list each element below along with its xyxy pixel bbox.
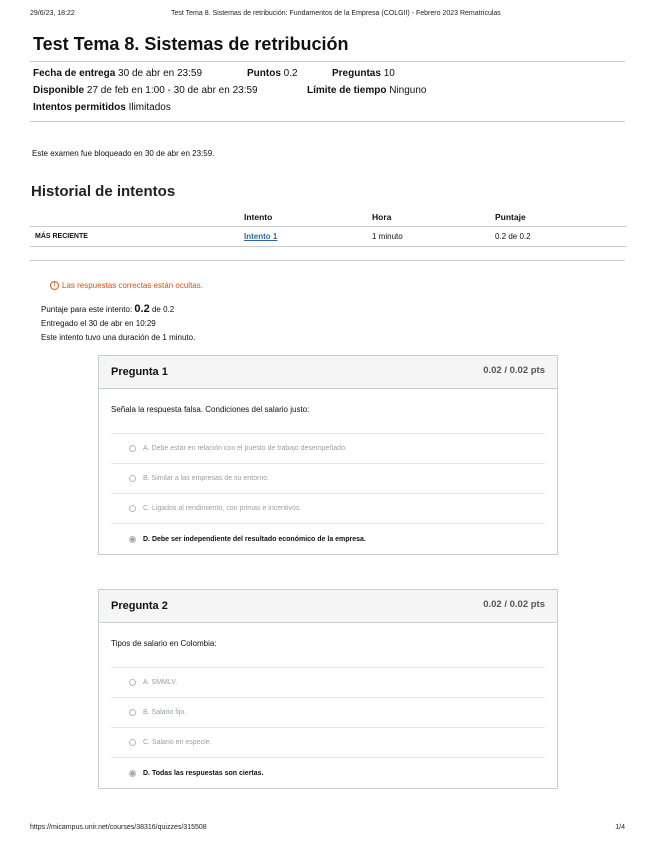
quiz-details-row-2 (33, 84, 427, 98)
answer-label: D. Debe ser independiente del resultado económico de la empresa. (143, 535, 366, 543)
divider (30, 121, 625, 122)
answer-option[interactable] (111, 728, 545, 758)
question-card (98, 355, 558, 555)
question-title: Pregunta 1 (111, 366, 168, 378)
question-header (99, 356, 557, 389)
radio-icon[interactable] (129, 679, 136, 686)
score-value: 0.2 (134, 303, 150, 315)
attempts-label: Intentos permitidos (33, 102, 126, 113)
due-label: Fecha de entrega (33, 68, 116, 79)
question-title: Pregunta 2 (111, 600, 168, 612)
answer-option[interactable] (111, 698, 545, 728)
history-title: Historial de intentos (31, 183, 176, 200)
column-header: Hora (372, 209, 495, 226)
quiz-details-row-3 (33, 101, 171, 115)
questions-label: Preguntas (332, 68, 381, 79)
question-text: Señala la respuesta falsa. Condiciones del salario justo: (111, 389, 545, 434)
radio-selected-icon[interactable] (129, 536, 136, 543)
answer-option[interactable] (111, 434, 545, 464)
available-label: Disponible (33, 85, 85, 96)
quiz-details-row-1 (33, 67, 395, 81)
page-number: 1/4 (615, 824, 625, 831)
time-limit-label: Límite de tiempo (307, 85, 387, 96)
radio-icon[interactable] (129, 709, 136, 716)
due-value: 30 de abr en 23:59 (118, 68, 203, 79)
time-limit-value: Ninguno (389, 85, 427, 96)
radio-icon[interactable] (129, 505, 136, 512)
column-header (30, 209, 244, 226)
score-line (41, 302, 195, 317)
answer-label: D. Todas las respuestas son ciertas. (143, 769, 264, 777)
question-card (98, 589, 558, 789)
score-suffix: de 0.2 (151, 305, 175, 314)
duration-line: Este intento tuvo una duración de 1 minuto. (41, 333, 196, 342)
hidden-answers-text: Las respuestas correctas están ocultas. (62, 281, 203, 290)
table-row (30, 226, 627, 246)
attempt-link[interactable]: Intento 1 (244, 231, 278, 241)
page-url: https://micampus.unir.net/courses/38316/quizzes/315508 (30, 824, 207, 831)
radio-icon[interactable] (129, 445, 136, 452)
question-text: Tipos de salario en Colombia: (111, 623, 545, 668)
question-points: 0.02 / 0.02 pts (483, 365, 545, 376)
question-points: 0.02 / 0.02 pts (483, 599, 545, 610)
warning-icon: ! (50, 281, 59, 290)
available-value: 27 de feb en 1:00 - 30 de abr en 23:59 (86, 85, 258, 96)
answer-label: A. Debe estar en relación con el puesto de trabajo desempeñado. (143, 445, 347, 452)
latest-label: MÁS RECIENTE (30, 226, 244, 246)
answer-option[interactable] (111, 494, 545, 524)
locked-message: Este examen fue bloqueado en 30 de abr en 23:59. (32, 149, 215, 158)
answer-option[interactable] (111, 668, 545, 698)
radio-icon[interactable] (129, 475, 136, 482)
points-value: 0.2 (283, 68, 298, 79)
answer-option-selected[interactable] (111, 758, 545, 788)
answer-option[interactable] (111, 464, 545, 494)
radio-selected-icon[interactable] (129, 770, 136, 777)
divider (30, 260, 625, 261)
print-footer (30, 824, 625, 831)
attempts-value: Ilimitados (128, 102, 171, 113)
answer-label: C. Ligados al rendimiento, con primas e incentivos. (143, 505, 302, 512)
divider (30, 61, 625, 62)
hidden-answers-note (50, 281, 203, 290)
attempt-score: 0.2 de 0.2 (495, 226, 627, 246)
answer-label: A. SMMLV. (143, 679, 178, 686)
points-label: Puntos (247, 68, 281, 79)
column-header: Intento (244, 209, 372, 226)
column-header: Puntaje (495, 209, 627, 226)
print-date: 29/6/23, 18:22 (30, 10, 75, 17)
answer-option-selected[interactable] (111, 524, 545, 554)
answer-label: B. Similar a las empresas de su entorno. (143, 475, 270, 482)
submitted-line: Entregado el 30 de abr en 10:29 (41, 319, 156, 328)
answer-label: B. Salario fijo. (143, 709, 187, 716)
table-header-row (30, 209, 627, 226)
question-header (99, 590, 557, 623)
questions-value: 10 (383, 68, 395, 79)
radio-icon[interactable] (129, 739, 136, 746)
answer-label: C. Salario en especie. (143, 739, 212, 746)
attempt-time: 1 minuto (372, 226, 495, 246)
page-title: Test Tema 8. Sistemas de retribución (33, 34, 349, 54)
attempt-history-table (30, 209, 627, 247)
print-doc-title: Test Tema 8. Sistemas de retribución: Fundamentos de la Empresa (COLGII) - Febrero 2023 Rematriculas (171, 10, 501, 17)
attempt-summary (41, 302, 195, 345)
score-prefix: Puntaje para este intento: (41, 305, 133, 314)
